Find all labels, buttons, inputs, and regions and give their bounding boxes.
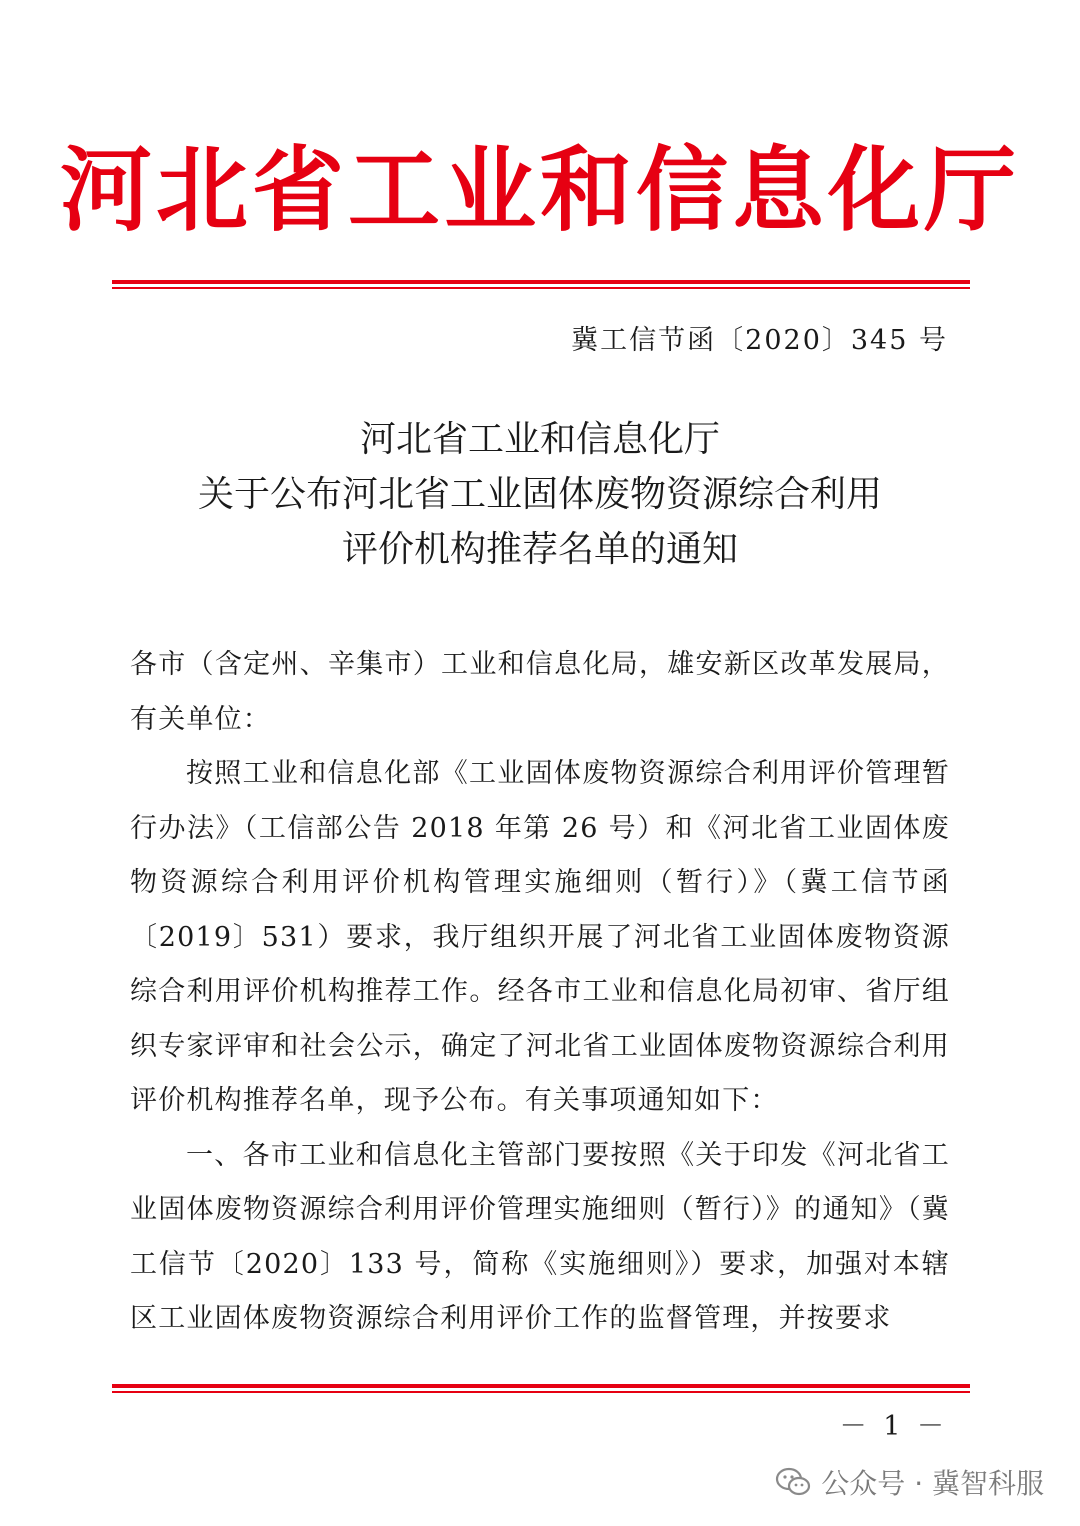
title-line: 关于公布河北省工业固体废物资源综合利用: [197, 474, 882, 515]
wechat-icon: [775, 1467, 811, 1497]
title-line: 评价机构推荐名单的通知: [341, 529, 738, 570]
body-paragraph: 按照工业和信息化部《工业固体废物资源综合利用评价管理暂行办法》（工信部公告 2018 年第 26 号）和《河北省工业固体废物资源综合利用评价机构管理实施细则（暂行）》（冀工信节函〔2019〕531）要求，我厅组织开展了河北省工业固体废物资源综合利用评价机构推荐工作。经各市工业和信息化局初审、省厅组织专家评审和社会公示，确定了河北省工业固体废物资源综合利用评价机构推荐名单，现予公布。有关事项通知如下：: [130, 758, 950, 1116]
document-title: [0, 412, 1080, 577]
salutation: 各市（含定州、辛集市）工业和信息化局，雄安新区改革发展局，有关单位：: [130, 649, 950, 735]
page-number: － 1 －: [839, 1411, 948, 1442]
watermark-label: 公众号 · 冀智科服: [821, 1467, 1044, 1500]
account-watermark: [775, 1462, 1044, 1502]
document-number: 冀工信节函〔2020〕345 号: [571, 325, 948, 356]
issuer-letterhead: 河北省工业和信息化厅: [59, 136, 1020, 244]
header-red-rule-thin: [112, 287, 970, 289]
footer-red-rule: [112, 1384, 970, 1388]
footer-red-rule-thin: [112, 1391, 970, 1393]
header-red-rule: [112, 280, 970, 284]
body-paragraph: 一、各市工业和信息化主管部门要按照《关于印发《河北省工业固体废物资源综合利用评价管理实施细则（暂行）》的通知》（冀工信节〔2020〕133 号，简称《实施细则》）要求，加强对本辖区工业固体废物资源综合利用评价工作的监督管理，并按要求: [130, 1139, 950, 1334]
document-body: [130, 638, 950, 1347]
title-line: 河北省工业和信息化厅: [359, 419, 720, 460]
